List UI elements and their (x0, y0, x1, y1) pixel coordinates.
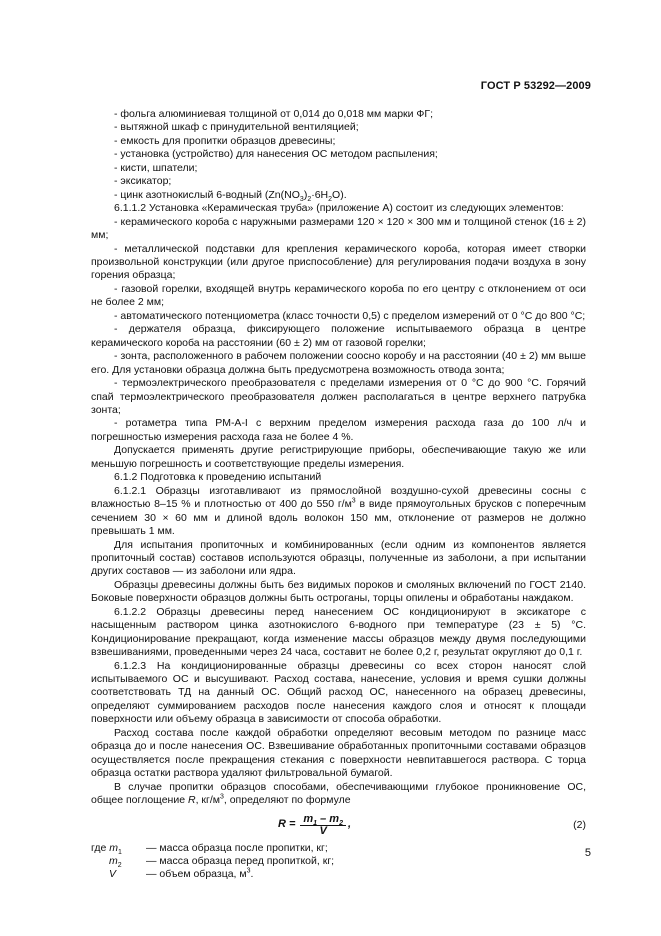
page-number: 5 (584, 847, 591, 859)
paragraph: 6.1.1.2 Установка «Керамическая труба» (приложение А) состоит из следующих элементов: (114, 202, 564, 215)
legend-row (91, 842, 586, 855)
paragraph: Образцы древесины должны быть без видимых пороков и смоляных включений по ГОСТ 2140. Боковые поверхности образцов должны быть остроганы, торцы опилены и обработаны наждаком. (91, 578, 586, 605)
legend-description: — масса образца перед пропиткой, кг; (146, 855, 335, 867)
paragraph: 6.1.2.2 Образцы древесины перед нанесением ОС кондиционируют в эксикаторе с насыщенным раствором цинка азотнокислого 6-водного при температуре (23 ± 5) °С. Кондиционирование прекращают, когда изменение массы образцов между двумя последующими взвешиваниями, проведенными через 24 часа, составит не более 0,2 г, результат округляют до 0,1 г. (91, 605, 586, 659)
paragraph: - вытяжной шкаф с принудительной вентиляцией; (114, 121, 359, 134)
paragraph-list (91, 108, 586, 808)
formula-numerator: $m_1 - m_2$ (300, 814, 346, 826)
formula-legend (91, 842, 586, 882)
legend-symbol: где $m_1$ (91, 841, 122, 856)
paragraph: - цинк азотнокислый 6-водный $(Zn(NO_3)_2\cdot 6H_2O)$. (114, 188, 347, 203)
formula-lhs: R (278, 818, 286, 831)
paragraph: 6.1.2.3 На кондиционированные образцы древесины со всех сторон наносят слой испытываемого ОС и высушивают. Расход состава, нанесение, условия и время сушки должны соответствовать ТД на данный ОС. Общий расход ОС, нанесенного на образец древесины, определяют суммированием расходов после нанесения каждого слоя и относят к площади поверхности или объему образца в зависимости от способа обработки. (91, 659, 586, 726)
legend-row (91, 868, 586, 881)
legend-description: — объем образца, $м^3$. (146, 867, 254, 881)
formula (278, 814, 351, 837)
paragraph: Для испытания пропиточных и комбинированных (если одним из компонентов является пропиточный состав) составов используются образцы, полученные из заболони, а при испытании других составов — из заболони или ядра. (91, 538, 586, 578)
paragraph: - кисти, шпатели; (114, 161, 198, 174)
paragraph: - автоматического потенциометра (класс точности 0,5) с пределом измерений от 0 °С до 800 °С; (114, 309, 586, 322)
document-header: ГОСТ Р 53292—2009 (480, 80, 591, 92)
formula-equals: = (288, 818, 296, 831)
paragraph: - ротаметра типа РМ-А-I с верхним пределом измерения расхода газа до 100 л/ч и погрешностью измерения расхода газа не более 4 %. (91, 417, 586, 443)
legend-symbol: $m_2$ (109, 855, 122, 870)
formula-denominator: V (319, 824, 327, 837)
paragraph: - установка (устройство) для нанесения ОС методом распыления; (114, 148, 438, 161)
paragraph: - держателя образца, фиксирующего положение испытываемого образца в центре керамического короба на расстоянии (60 ± 2) мм от газовой горелки; (91, 323, 586, 349)
paragraph: Допускается применять другие регистрирующие приборы, обеспечивающие такую же или меньшую погрешность и соответствующие пределы измерения. (91, 444, 586, 470)
formula-fraction (300, 814, 346, 837)
paragraph: - емкость для пропитки образцов древесины; (114, 134, 336, 147)
legend-row (91, 855, 586, 868)
paragraph: В случае пропитки образцов способами, обеспечивающими глубокое проникновение ОС, общее поглощение R, $кг/м^3$, определяют по формуле (91, 780, 586, 807)
paragraph: 6.1.2.1 Образцы изготавливают из прямослойной воздушно-сухой древесины сосны с влажностью 8–15 % и плотностью от 400 до 550 $г/м^3$ в виде прямоугольных брусков с поперечным сечением 30 × 60 мм и длиной вдоль волокон 150 мм, отклонение от размеров не должно превышать 1 мм. (91, 484, 587, 538)
paragraph: - зонта, расположенного в рабочем положении соосно коробу и на расстоянии (40 ± 2) мм выше его. Для установки образца должна быть предусмотрена возможность отвода зонта; (91, 350, 586, 376)
paragraph: - керамического короба с наружными размерами 120 × 120 × 300 мм и толщиной стенок (16 ± 2) мм; (91, 215, 586, 242)
paragraph: - эксикатор; (114, 175, 172, 188)
formula-tail: , (348, 818, 352, 831)
paragraph: - металлической подставки для крепления керамического короба, которая имеет створки произвольной конструкции (или другое приспособление) для регулирования подачи воздуха в зону горения образца; (91, 242, 586, 282)
paragraph: 6.1.2 Подготовка к проведению испытаний (114, 471, 322, 484)
legend-symbol: V (109, 868, 117, 881)
legend-description: — масса образца после пропитки, кг; (146, 841, 328, 854)
document-body (91, 108, 586, 882)
paragraph: - термоэлектрического преобразователя с пределами измерения от 0 °С до 900 °С. Горячий спай термоэлектрического преобразователя должен располагаться в центре верхнего патрубка зонта; (91, 377, 586, 416)
formula-block (91, 814, 586, 838)
paragraph: - фольга алюминиевая толщиной от 0,014 до 0,018 мм марки ФГ; (114, 108, 433, 120)
paragraph: - газовой горелки, входящей внутрь керамического короба по его центру с отклонением от оси не более 2 мм; (91, 282, 586, 309)
paragraph: Расход состава после каждой обработки определяют весовым методом по разнице масс образца до и после нанесения ОС. Взвешивание обработанных пропиточными составами образцов осуществляется после прекращения стекания с поверхности невпитавшегося раствора. С торца образца остатки раствора удаляют фильтровальной бумагой. (91, 726, 586, 780)
formula-number: (2) (573, 818, 586, 831)
